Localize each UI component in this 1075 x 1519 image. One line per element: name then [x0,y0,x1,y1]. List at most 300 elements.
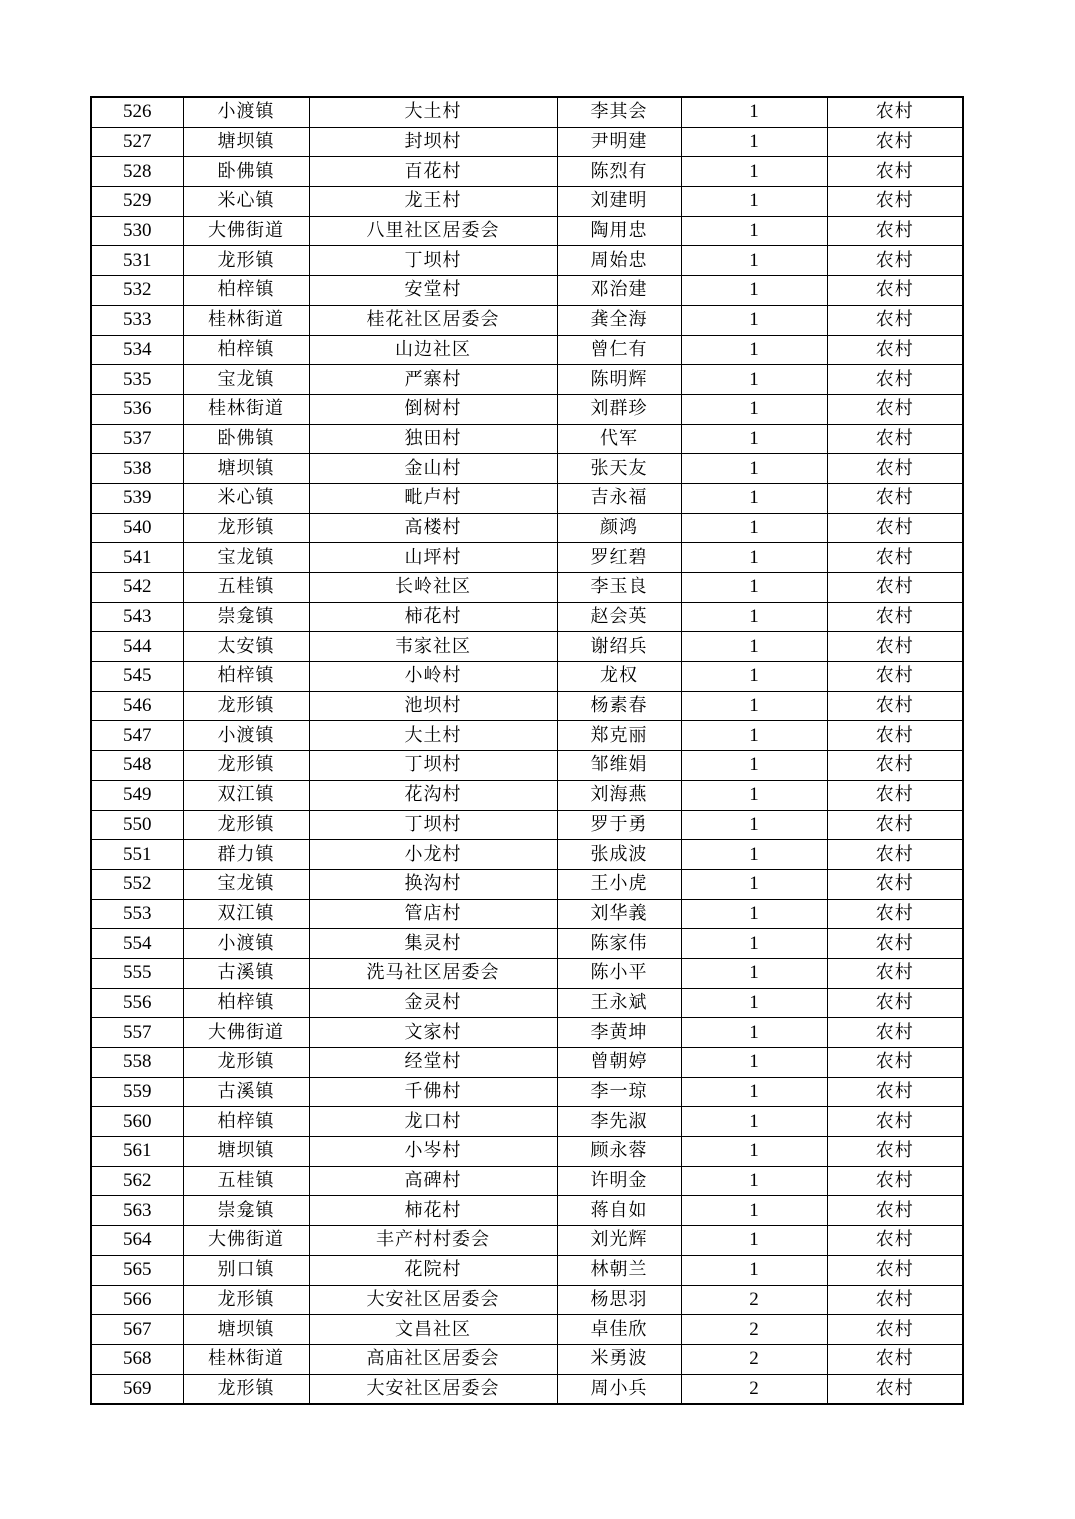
cell-count: 1 [681,662,827,692]
cell-person-name: 李其会 [557,97,681,127]
cell-town: 别口镇 [183,1255,309,1285]
table-row [91,1315,963,1345]
cell-village: 大安社区居委会 [309,1285,557,1315]
cell-count: 1 [681,929,827,959]
cell-row-number: 546 [91,691,183,721]
cell-category: 农村 [827,751,963,781]
cell-town: 崇龛镇 [183,602,309,632]
cell-row-number: 528 [91,157,183,187]
cell-count: 1 [681,1166,827,1196]
table-row [91,869,963,899]
cell-village: 千佛村 [309,1077,557,1107]
table-row [91,1107,963,1137]
table-row [91,246,963,276]
cell-town: 柏梓镇 [183,1107,309,1137]
cell-person-name: 杨素春 [557,691,681,721]
table-row [91,632,963,662]
cell-town: 龙形镇 [183,1048,309,1078]
cell-category: 农村 [827,1196,963,1226]
cell-row-number: 555 [91,958,183,988]
cell-village: 倒树村 [309,394,557,424]
cell-category: 农村 [827,721,963,751]
cell-category: 农村 [827,958,963,988]
cell-row-number: 559 [91,1077,183,1107]
cell-village: 独田村 [309,424,557,454]
cell-person-name: 陈明辉 [557,365,681,395]
cell-village: 柿花村 [309,1196,557,1226]
table-row [91,1344,963,1374]
cell-row-number: 568 [91,1344,183,1374]
cell-count: 1 [681,483,827,513]
cell-count: 1 [681,157,827,187]
cell-person-name: 周小兵 [557,1374,681,1404]
cell-person-name: 米勇波 [557,1344,681,1374]
cell-town: 小渡镇 [183,97,309,127]
cell-count: 1 [681,899,827,929]
cell-person-name: 许明金 [557,1166,681,1196]
table-row [91,988,963,1018]
cell-village: 管店村 [309,899,557,929]
table-row [91,1018,963,1048]
table-row [91,780,963,810]
table-row [91,483,963,513]
table-row [91,394,963,424]
cell-person-name: 卓佳欣 [557,1315,681,1345]
cell-village: 丁坝村 [309,751,557,781]
cell-category: 农村 [827,573,963,603]
cell-village: 丁坝村 [309,810,557,840]
cell-person-name: 蒋自如 [557,1196,681,1226]
cell-town: 龙形镇 [183,810,309,840]
cell-category: 农村 [827,602,963,632]
cell-row-number: 545 [91,662,183,692]
cell-count: 1 [681,632,827,662]
cell-category: 农村 [827,276,963,306]
cell-category: 农村 [827,869,963,899]
cell-person-name: 陶用忠 [557,216,681,246]
cell-category: 农村 [827,988,963,1018]
cell-town: 宝龙镇 [183,365,309,395]
cell-village: 大安社区居委会 [309,1374,557,1404]
cell-row-number: 536 [91,394,183,424]
cell-category: 农村 [827,1255,963,1285]
cell-row-number: 529 [91,187,183,217]
table-row [91,187,963,217]
cell-count: 1 [681,424,827,454]
cell-village: 百花村 [309,157,557,187]
cell-category: 农村 [827,127,963,157]
table-row [91,1166,963,1196]
cell-category: 农村 [827,840,963,870]
cell-row-number: 561 [91,1137,183,1167]
cell-person-name: 颜鸿 [557,513,681,543]
table-row [91,305,963,335]
cell-town: 龙形镇 [183,513,309,543]
cell-count: 1 [681,751,827,781]
cell-village: 花沟村 [309,780,557,810]
cell-village: 丰产村村委会 [309,1226,557,1256]
cell-row-number: 548 [91,751,183,781]
cell-row-number: 547 [91,721,183,751]
cell-town: 古溪镇 [183,958,309,988]
table-row [91,127,963,157]
cell-village: 桂花社区居委会 [309,305,557,335]
cell-town: 龙形镇 [183,246,309,276]
cell-village: 山边社区 [309,335,557,365]
cell-category: 农村 [827,632,963,662]
cell-town: 塘坝镇 [183,1137,309,1167]
cell-village: 丁坝村 [309,246,557,276]
cell-person-name: 刘群珍 [557,394,681,424]
cell-count: 1 [681,988,827,1018]
cell-row-number: 560 [91,1107,183,1137]
cell-town: 五桂镇 [183,1166,309,1196]
table-row [91,1137,963,1167]
cell-town: 柏梓镇 [183,335,309,365]
table-row [91,810,963,840]
cell-count: 1 [681,454,827,484]
cell-village: 高庙社区居委会 [309,1344,557,1374]
table-row [91,276,963,306]
cell-category: 农村 [827,1137,963,1167]
cell-row-number: 541 [91,543,183,573]
cell-count: 2 [681,1374,827,1404]
cell-count: 1 [681,276,827,306]
cell-person-name: 王永斌 [557,988,681,1018]
cell-person-name: 陈家伟 [557,929,681,959]
table-row [91,899,963,929]
cell-town: 桂林街道 [183,1344,309,1374]
cell-town: 塘坝镇 [183,454,309,484]
cell-row-number: 566 [91,1285,183,1315]
cell-town: 宝龙镇 [183,869,309,899]
cell-village: 严寨村 [309,365,557,395]
cell-count: 1 [681,1226,827,1256]
cell-row-number: 542 [91,573,183,603]
cell-person-name: 尹明建 [557,127,681,157]
cell-count: 1 [681,246,827,276]
cell-person-name: 陈小平 [557,958,681,988]
cell-count: 1 [681,1255,827,1285]
cell-category: 农村 [827,483,963,513]
cell-count: 1 [681,691,827,721]
cell-person-name: 邹维娟 [557,751,681,781]
cell-category: 农村 [827,1374,963,1404]
cell-village: 小岭村 [309,662,557,692]
cell-town: 柏梓镇 [183,988,309,1018]
cell-count: 1 [681,305,827,335]
table-row [91,751,963,781]
cell-count: 1 [681,602,827,632]
cell-village: 高碑村 [309,1166,557,1196]
cell-village: 龙口村 [309,1107,557,1137]
cell-person-name: 龚全海 [557,305,681,335]
cell-row-number: 556 [91,988,183,1018]
cell-person-name: 曾朝婷 [557,1048,681,1078]
cell-village: 金灵村 [309,988,557,1018]
cell-row-number: 531 [91,246,183,276]
cell-row-number: 537 [91,424,183,454]
cell-person-name: 陈烈有 [557,157,681,187]
cell-town: 龙形镇 [183,751,309,781]
cell-category: 农村 [827,305,963,335]
cell-village: 文昌社区 [309,1315,557,1345]
cell-row-number: 551 [91,840,183,870]
cell-town: 桂林街道 [183,394,309,424]
table-row [91,840,963,870]
cell-category: 农村 [827,246,963,276]
cell-person-name: 赵会英 [557,602,681,632]
cell-count: 2 [681,1344,827,1374]
cell-category: 农村 [827,1077,963,1107]
cell-town: 大佛街道 [183,1018,309,1048]
cell-town: 米心镇 [183,187,309,217]
cell-count: 1 [681,1077,827,1107]
cell-person-name: 吉永福 [557,483,681,513]
cell-village: 小龙村 [309,840,557,870]
cell-town: 古溪镇 [183,1077,309,1107]
cell-row-number: 552 [91,869,183,899]
cell-row-number: 543 [91,602,183,632]
cell-count: 1 [681,97,827,127]
cell-category: 农村 [827,454,963,484]
cell-person-name: 杨思羽 [557,1285,681,1315]
cell-person-name: 张成波 [557,840,681,870]
cell-town: 卧佛镇 [183,424,309,454]
cell-person-name: 李玉良 [557,573,681,603]
cell-person-name: 谢绍兵 [557,632,681,662]
cell-village: 文家村 [309,1018,557,1048]
table-row [91,1374,963,1404]
cell-row-number: 554 [91,929,183,959]
table-row [91,1285,963,1315]
table-row [91,573,963,603]
table-row [91,216,963,246]
cell-town: 龙形镇 [183,691,309,721]
cell-village: 山坪村 [309,543,557,573]
cell-person-name: 刘光辉 [557,1226,681,1256]
cell-town: 龙形镇 [183,1374,309,1404]
cell-village: 毗卢村 [309,483,557,513]
cell-count: 1 [681,127,827,157]
cell-town: 桂林街道 [183,305,309,335]
cell-category: 农村 [827,691,963,721]
cell-count: 1 [681,543,827,573]
cell-row-number: 527 [91,127,183,157]
cell-category: 农村 [827,899,963,929]
cell-town: 卧佛镇 [183,157,309,187]
cell-village: 池坝村 [309,691,557,721]
cell-town: 小渡镇 [183,929,309,959]
cell-count: 1 [681,513,827,543]
cell-person-name: 龙权 [557,662,681,692]
cell-row-number: 563 [91,1196,183,1226]
cell-row-number: 526 [91,97,183,127]
cell-category: 农村 [827,810,963,840]
cell-person-name: 刘华義 [557,899,681,929]
cell-person-name: 罗红碧 [557,543,681,573]
cell-row-number: 538 [91,454,183,484]
cell-person-name: 顾永蓉 [557,1137,681,1167]
cell-row-number: 567 [91,1315,183,1345]
cell-count: 1 [681,840,827,870]
cell-village: 高楼村 [309,513,557,543]
cell-count: 1 [681,780,827,810]
cell-row-number: 530 [91,216,183,246]
cell-town: 龙形镇 [183,1285,309,1315]
cell-village: 小岑村 [309,1137,557,1167]
cell-person-name: 王小虎 [557,869,681,899]
cell-village: 安堂村 [309,276,557,306]
table-row [91,1077,963,1107]
cell-town: 五桂镇 [183,573,309,603]
table-row [91,454,963,484]
cell-category: 农村 [827,1048,963,1078]
cell-count: 1 [681,1048,827,1078]
cell-town: 小渡镇 [183,721,309,751]
cell-category: 农村 [827,1344,963,1374]
cell-village: 花院村 [309,1255,557,1285]
cell-count: 1 [681,216,827,246]
cell-village: 八里社区居委会 [309,216,557,246]
cell-row-number: 533 [91,305,183,335]
cell-town: 群力镇 [183,840,309,870]
cell-person-name: 林朝兰 [557,1255,681,1285]
cell-town: 米心镇 [183,483,309,513]
cell-category: 农村 [827,1107,963,1137]
table-row [91,662,963,692]
cell-category: 农村 [827,513,963,543]
cell-row-number: 550 [91,810,183,840]
cell-count: 1 [681,810,827,840]
cell-town: 塘坝镇 [183,1315,309,1345]
cell-category: 农村 [827,1018,963,1048]
cell-person-name: 张天友 [557,454,681,484]
cell-category: 农村 [827,187,963,217]
table-row [91,157,963,187]
table-row [91,721,963,751]
cell-category: 农村 [827,365,963,395]
cell-row-number: 565 [91,1255,183,1285]
cell-count: 1 [681,394,827,424]
roster-table-body [91,97,963,1404]
cell-category: 农村 [827,157,963,187]
cell-town: 大佛街道 [183,216,309,246]
table-row [91,1048,963,1078]
cell-row-number: 564 [91,1226,183,1256]
cell-count: 2 [681,1315,827,1345]
cell-category: 农村 [827,394,963,424]
cell-category: 农村 [827,543,963,573]
cell-town: 柏梓镇 [183,662,309,692]
cell-row-number: 558 [91,1048,183,1078]
table-row [91,1255,963,1285]
cell-village: 封坝村 [309,127,557,157]
cell-count: 1 [681,573,827,603]
cell-town: 宝龙镇 [183,543,309,573]
cell-count: 1 [681,869,827,899]
cell-row-number: 539 [91,483,183,513]
cell-village: 集灵村 [309,929,557,959]
cell-person-name: 曾仁有 [557,335,681,365]
cell-person-name: 代军 [557,424,681,454]
cell-row-number: 549 [91,780,183,810]
cell-category: 农村 [827,1166,963,1196]
cell-category: 农村 [827,1315,963,1345]
cell-village: 柿花村 [309,602,557,632]
cell-row-number: 540 [91,513,183,543]
cell-village: 金山村 [309,454,557,484]
cell-category: 农村 [827,662,963,692]
cell-category: 农村 [827,1285,963,1315]
cell-category: 农村 [827,1226,963,1256]
cell-person-name: 刘海燕 [557,780,681,810]
cell-village: 大土村 [309,97,557,127]
table-row [91,365,963,395]
cell-category: 农村 [827,424,963,454]
cell-count: 1 [681,335,827,365]
cell-count: 1 [681,365,827,395]
cell-row-number: 535 [91,365,183,395]
cell-category: 农村 [827,780,963,810]
cell-row-number: 532 [91,276,183,306]
cell-count: 1 [681,1196,827,1226]
cell-town: 太安镇 [183,632,309,662]
table-row [91,335,963,365]
cell-count: 1 [681,187,827,217]
roster-table [90,96,964,1405]
cell-village: 长岭社区 [309,573,557,603]
cell-count: 1 [681,958,827,988]
cell-town: 双江镇 [183,899,309,929]
cell-person-name: 李一琼 [557,1077,681,1107]
table-row [91,424,963,454]
cell-category: 农村 [827,216,963,246]
cell-count: 1 [681,1137,827,1167]
cell-row-number: 534 [91,335,183,365]
cell-count: 1 [681,1018,827,1048]
cell-count: 2 [681,1285,827,1315]
table-row [91,929,963,959]
cell-person-name: 刘建明 [557,187,681,217]
cell-town: 双江镇 [183,780,309,810]
cell-town: 崇龛镇 [183,1196,309,1226]
cell-village: 大土村 [309,721,557,751]
table-row [91,543,963,573]
cell-village: 经堂村 [309,1048,557,1078]
cell-category: 农村 [827,335,963,365]
table-row [91,97,963,127]
cell-town: 塘坝镇 [183,127,309,157]
cell-row-number: 557 [91,1018,183,1048]
cell-count: 1 [681,721,827,751]
cell-town: 大佛街道 [183,1226,309,1256]
cell-row-number: 569 [91,1374,183,1404]
cell-village: 龙王村 [309,187,557,217]
cell-row-number: 562 [91,1166,183,1196]
cell-village: 换沟村 [309,869,557,899]
cell-town: 柏梓镇 [183,276,309,306]
cell-category: 农村 [827,929,963,959]
cell-person-name: 李先淑 [557,1107,681,1137]
cell-person-name: 周始忠 [557,246,681,276]
cell-person-name: 郑克丽 [557,721,681,751]
cell-person-name: 邓治建 [557,276,681,306]
cell-count: 1 [681,1107,827,1137]
cell-village: 韦家社区 [309,632,557,662]
cell-category: 农村 [827,97,963,127]
cell-row-number: 553 [91,899,183,929]
